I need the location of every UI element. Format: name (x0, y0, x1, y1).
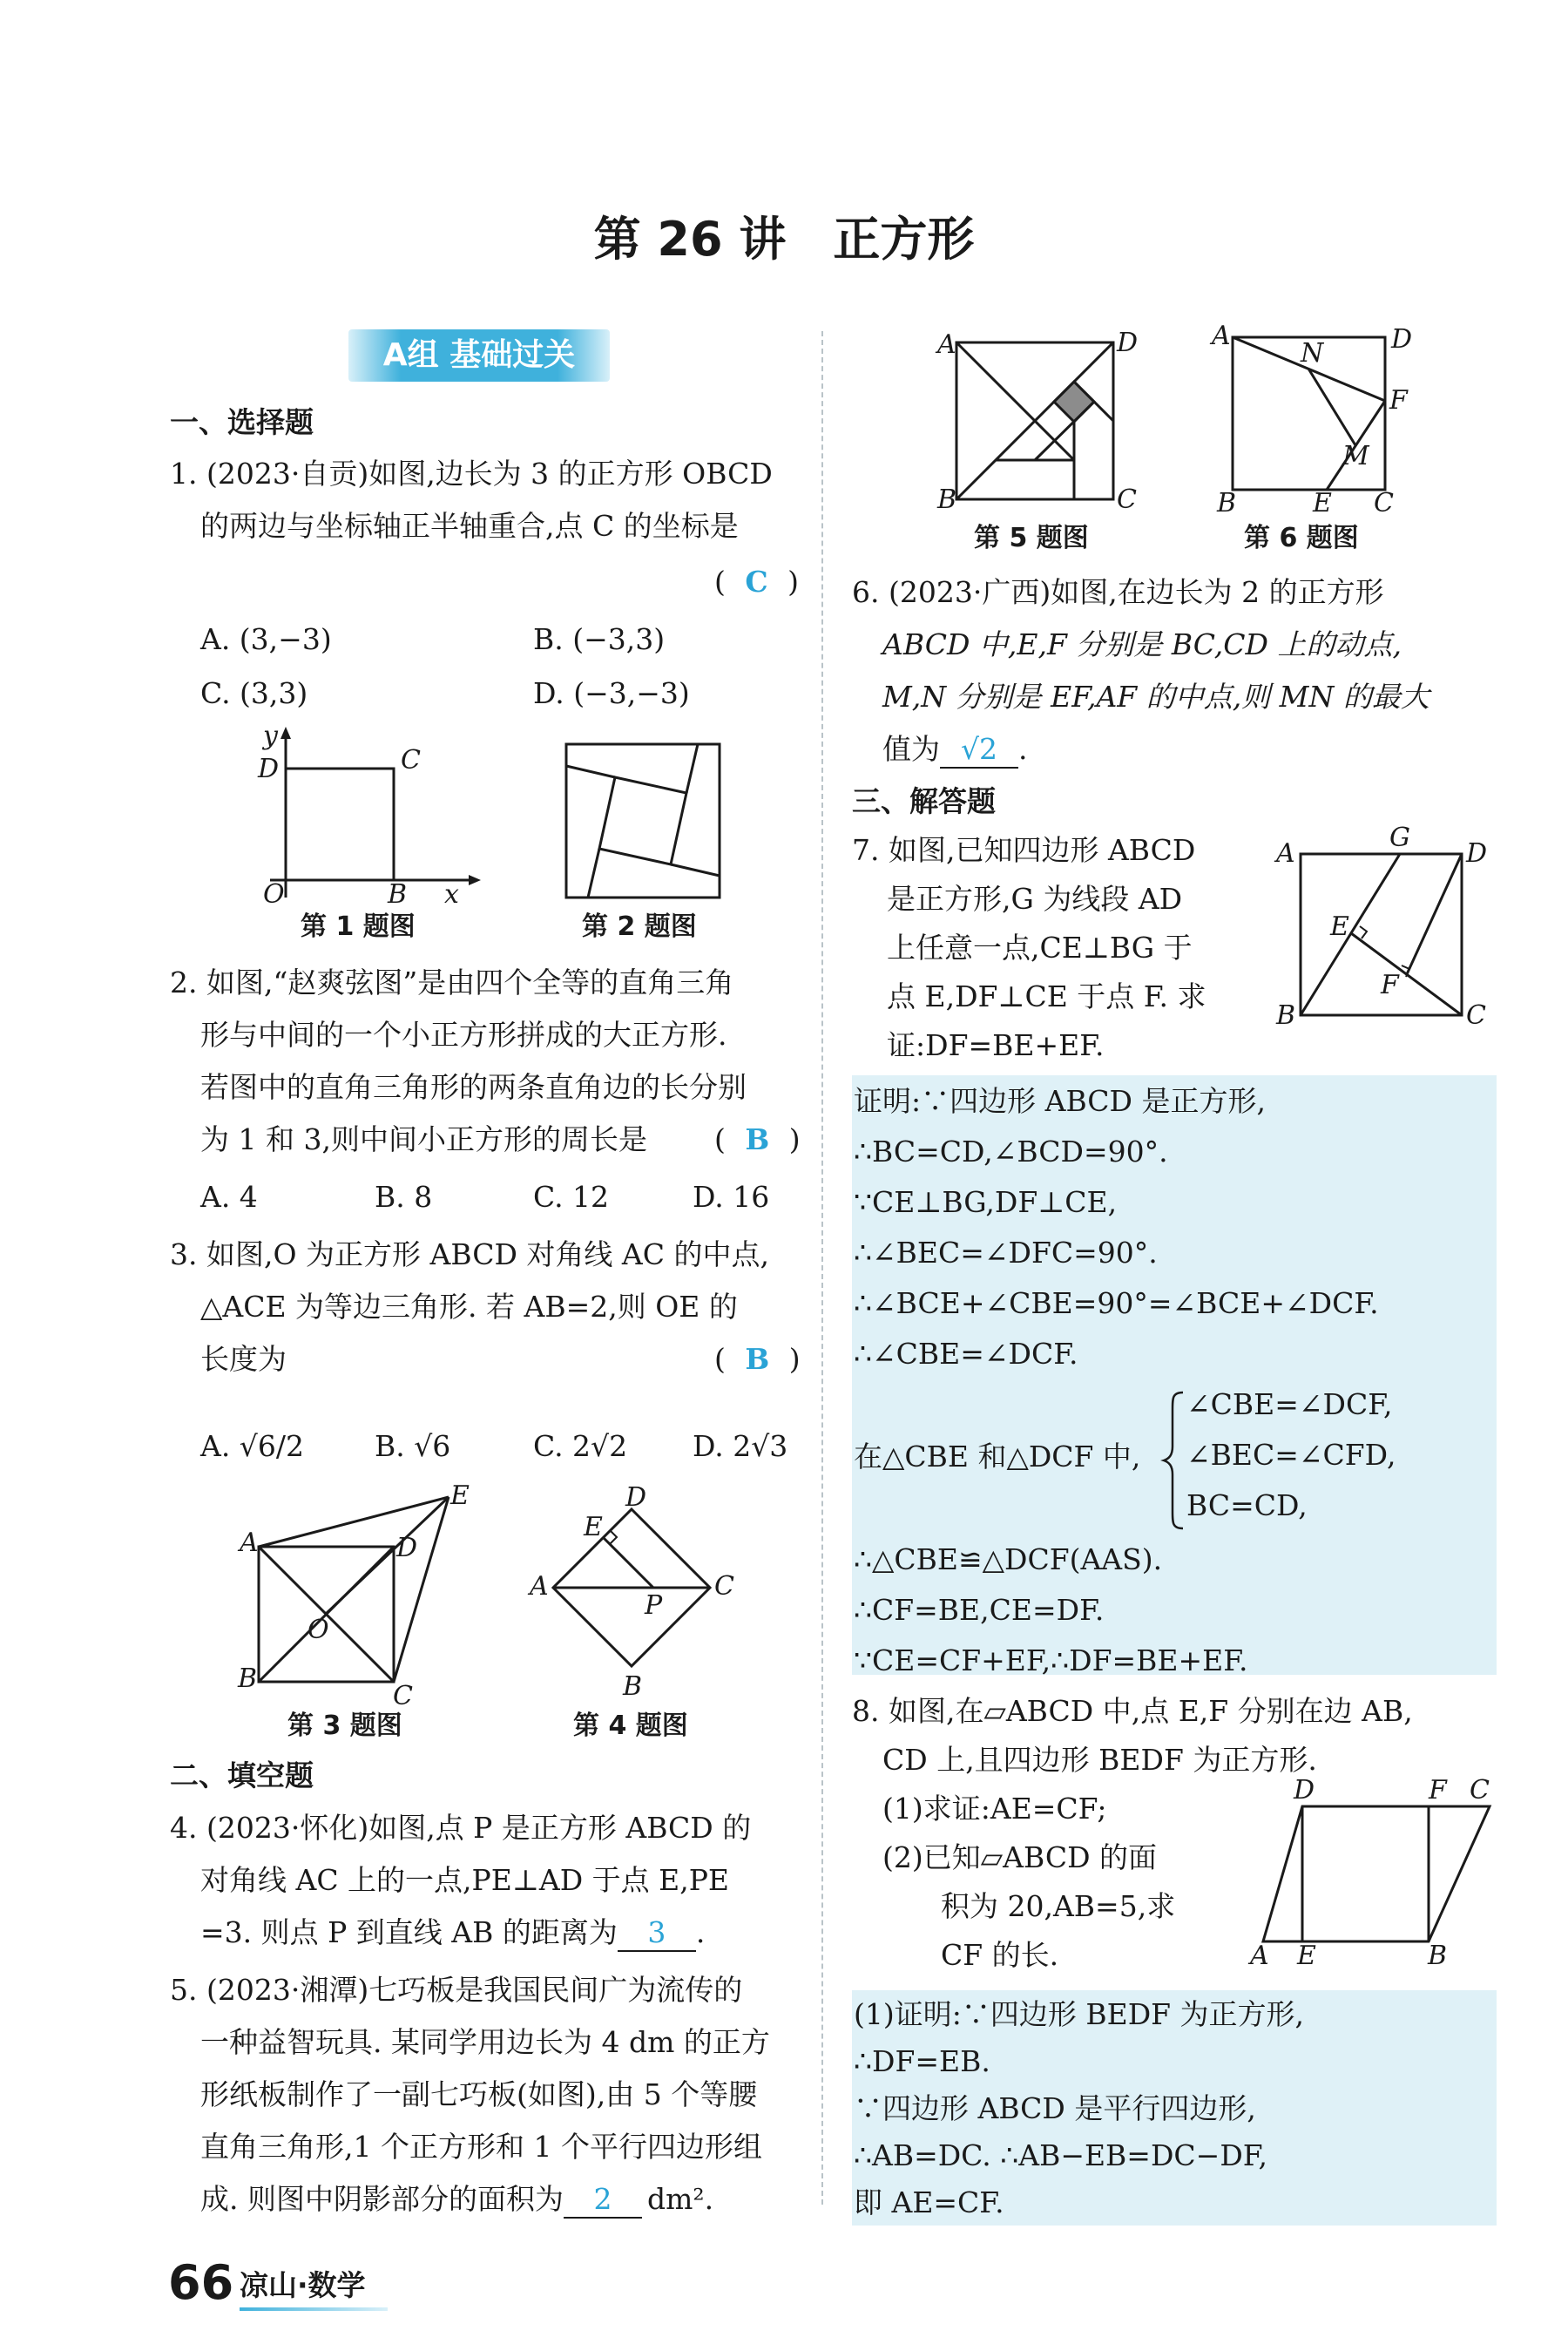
q6-line1: 6. (2023·广西)如图,在边长为 2 的正方形 (852, 575, 1384, 609)
q1-answer: C (745, 565, 768, 599)
q6-line2: ABCD 中,E,F 分别是 BC,CD 上的动点, (882, 627, 1402, 661)
q3-answer: B (745, 1342, 770, 1376)
f1-label-d: D (258, 754, 280, 784)
q4-line3-text: =3. 则点 P 到直线 AB 的距离为 (200, 1915, 618, 1949)
f7-label-e: E (1330, 911, 1349, 942)
f6-label-n: N (1301, 338, 1324, 369)
q1-option-a: A. (3,−3) (200, 622, 332, 656)
f3-label-c: C (393, 1681, 413, 1708)
q2-line2: 形与中间的一个小正方形拼成的大正方形. (200, 1018, 727, 1052)
section-banner-label: A组 基础过关 (382, 337, 576, 373)
q7-system-line2: ∠BEC=∠CFD, (1186, 1438, 1396, 1472)
figure-5 (923, 327, 1150, 514)
q2-option-c: C. 12 (533, 1180, 610, 1214)
q7-line3: 上任意一点,CE⊥BG 于 (887, 931, 1193, 965)
q5-line3: 形纸板制作了一副七巧板(如图),由 5 个等腰 (200, 2077, 758, 2111)
q8-proof-line3: ∵四边形 ABCD 是平行四边形, (854, 2091, 1256, 2125)
f7-label-b: B (1276, 1000, 1296, 1031)
q5-line1: 5. (2023·湘潭)七巧板是我国民间广为流传的 (170, 1973, 743, 2007)
f3-label-a: A (240, 1528, 259, 1558)
figure-6 (1198, 318, 1420, 514)
column-divider (821, 331, 823, 2205)
q1-answer-slot (714, 558, 799, 606)
q5-line5-text: 成. 则图中阴影部分的面积为 (200, 2182, 564, 2216)
f5-label-a: A (937, 329, 956, 360)
q1-line2: 的两边与坐标轴正半轴重合,点 C 的坐标是 (200, 509, 739, 543)
f3-label-o: O (308, 1615, 329, 1645)
q3-option-c: C. 2√2 (533, 1429, 628, 1463)
f5-label-c: C (1117, 484, 1137, 514)
f5-label-d: D (1117, 328, 1139, 358)
q8-line1: 8. 如图,在▱ABCD 中,点 E,F 分别在边 AB, (852, 1694, 1413, 1728)
page-title: 第 26 讲 正方形 (593, 212, 975, 267)
q8-part2-line3: CF 的长. (941, 1938, 1059, 1972)
paren-open: ( (714, 1342, 726, 1376)
q7-proof-line5: ∴∠BCE+∠CBE=90°=∠BCE+∠DCF. (854, 1286, 1379, 1320)
f6-label-m: M (1342, 441, 1369, 471)
f5-shaded-square (1054, 382, 1094, 422)
f1-label-x: x (444, 879, 459, 906)
q6-line4 (882, 725, 1028, 774)
q7-proof-line6: ∴∠CBE=∠DCF. (854, 1337, 1078, 1371)
paren-close: ) (788, 1122, 801, 1156)
q3-answer-slot (714, 1335, 801, 1384)
q3-option-d: D. 2√3 (693, 1429, 788, 1463)
f7-label-d: D (1466, 838, 1488, 869)
paren-open: ( (714, 1122, 726, 1156)
f6-label-f: F (1389, 385, 1408, 416)
figure-1-caption: 第 1 题图 (301, 911, 416, 942)
q2-answer: B (745, 1122, 770, 1156)
q1-option-b: B. (−3,3) (533, 622, 666, 656)
q2-line3: 若图中的直角三角形的两条直角边的长分别 (200, 1070, 747, 1104)
q8-part2-line2: 积为 20,AB=5,求 (941, 1889, 1176, 1923)
heading-fill: 二、填空题 (170, 1758, 314, 1792)
q3-option-a: A. √6/2 (200, 1429, 304, 1463)
q2-option-a: A. 4 (200, 1180, 258, 1214)
q7-line4: 点 E,DF⊥CE 于点 F. 求 (887, 979, 1206, 1013)
figure-6-caption: 第 6 题图 (1244, 523, 1359, 553)
q2-line4: 为 1 和 3,则中间小正方形的周长是 (200, 1122, 647, 1156)
q2-option-d: D. 16 (693, 1180, 770, 1214)
q2-option-b: B. 8 (375, 1180, 433, 1214)
q6-line4-text: 值为 (882, 732, 940, 766)
f4-label-e: E (584, 1512, 603, 1542)
f7-label-c: C (1466, 1000, 1486, 1031)
q7-line5: 证:DF=BE+EF. (887, 1028, 1105, 1062)
f1-label-y: y (263, 723, 278, 751)
q2-answer-slot (714, 1115, 801, 1164)
q7-system-line1: ∠CBE=∠DCF, (1186, 1387, 1393, 1421)
f6-label-b: B (1217, 488, 1237, 514)
figure-8 (1241, 1776, 1503, 1968)
q3-line1: 3. 如图,O 为正方形 ABCD 对角线 AC 的中点, (170, 1237, 769, 1271)
figure-1 (244, 723, 488, 906)
f6-label-a: A (1212, 321, 1231, 351)
q8-line2: CD 上,且四边形 BEDF 为正方形. (882, 1743, 1317, 1777)
figure-4-caption: 第 4 题图 (573, 1711, 688, 1741)
q4-line1: 4. (2023·怀化)如图,点 P 是正方形 ABCD 的 (170, 1811, 752, 1845)
q5-line5 (200, 2175, 713, 2224)
f4-label-p: P (645, 1590, 663, 1621)
book-title: 凉山·数学 (240, 2268, 366, 2302)
q8-proof-line2: ∴DF=EB. (854, 2044, 990, 2078)
q6-line3: M,N 分别是 EF,AF 的中点,则 MN 的最大 (882, 680, 1429, 714)
q7-system-line3: BC=CD, (1186, 1488, 1308, 1522)
f7-label-g: G (1389, 823, 1410, 853)
f3-label-d: D (396, 1533, 418, 1563)
f1-label-o: O (263, 879, 285, 906)
q7-system-prefix: 在△CBE 和△DCF 中, (854, 1440, 1141, 1474)
f7-label-f: F (1381, 970, 1399, 1000)
q7-line1: 7. 如图,已知四边形 ABCD (852, 833, 1196, 867)
paren-close: ) (787, 565, 800, 599)
q6-end: . (1018, 732, 1028, 766)
figure-7 (1267, 823, 1503, 1041)
f4-label-b: B (623, 1671, 643, 1702)
f6-label-c: C (1374, 488, 1394, 514)
f8-label-d: D (1294, 1776, 1315, 1806)
q4-answer: 3 (618, 1915, 696, 1952)
q7-line2: 是正方形,G 为线段 AD (887, 882, 1183, 916)
q8-part2-line1: (2)已知▱ABCD 的面 (882, 1840, 1158, 1874)
q3-line3: 长度为 (200, 1342, 287, 1376)
q8-proof-line5: 即 AE=CF. (854, 2185, 1004, 2219)
q5-line4: 直角三角形,1 个正方形和 1 个平行四边形组 (200, 2130, 762, 2164)
figure-4 (523, 1481, 749, 1708)
f8-label-e: E (1297, 1941, 1316, 1968)
q4-end: . (695, 1915, 706, 1949)
q7-proof-line8: ∴CF=BE,CE=DF. (854, 1593, 1105, 1627)
f6-label-d: D (1391, 324, 1413, 355)
f8-label-a: A (1250, 1941, 1269, 1968)
heading-solve: 三、解答题 (852, 784, 996, 818)
heading-choice: 一、选择题 (170, 405, 314, 439)
q7-proof-line3: ∵CE⊥BG,DF⊥CE, (854, 1185, 1118, 1219)
q1-option-c: C. (3,3) (200, 676, 308, 710)
f4-label-a: A (530, 1571, 549, 1602)
figure-3 (231, 1481, 475, 1708)
q7-proof-line7: ∴△CBE≌△DCF(AAS). (854, 1542, 1163, 1576)
paren-close: ) (788, 1342, 801, 1376)
q7-proof-line1: 证明:∵四边形 ABCD 是正方形, (854, 1084, 1266, 1118)
figure-5-caption: 第 5 题图 (974, 523, 1089, 553)
f3-label-b: B (238, 1663, 258, 1694)
f4-label-d: D (625, 1482, 647, 1513)
paren-open: ( (714, 565, 726, 599)
figure-3-caption: 第 3 题图 (287, 1711, 402, 1741)
q6-answer: √2 (940, 732, 1018, 769)
q7-proof-line2: ∴BC=CD,∠BCD=90°. (854, 1135, 1168, 1169)
q3-option-b: B. √6 (375, 1429, 451, 1463)
q5-answer: 2 (564, 2182, 642, 2219)
q8-part1: (1)求证:AE=CF; (882, 1792, 1107, 1826)
q1-line1: 1. (2023·自贡)如图,边长为 3 的正方形 OBCD (170, 457, 773, 491)
q4-line2: 对角线 AC 上的一点,PE⊥AD 于点 E,PE (200, 1863, 730, 1897)
f8-label-c: C (1470, 1776, 1490, 1806)
f4-label-c: C (714, 1571, 734, 1602)
figure-2-caption: 第 2 题图 (582, 911, 697, 942)
figure-2 (564, 742, 721, 899)
f1-label-c: C (401, 745, 421, 776)
q8-proof-line4: ∴AB=DC. ∴AB−EB=DC−DF, (854, 2138, 1268, 2172)
brace-icon (1160, 1389, 1186, 1532)
q3-line2: △ACE 为等边三角形. 若 AB=2,则 OE 的 (200, 1290, 738, 1324)
f6-label-e: E (1313, 488, 1332, 514)
section-banner (348, 329, 610, 382)
f5-label-b: B (937, 484, 957, 514)
f7-label-a: A (1276, 838, 1295, 869)
q5-unit: dm². (646, 2182, 714, 2216)
f8-label-f: F (1429, 1776, 1447, 1806)
q4-line3 (200, 1908, 705, 1957)
q2-line1: 2. 如图,“赵爽弦图”是由四个全等的直角三角 (170, 965, 734, 999)
q5-line2: 一种益智玩具. 某同学用边长为 4 dm 的正方 (200, 2025, 770, 2059)
f3-label-e: E (450, 1481, 470, 1511)
footer-underline (240, 2307, 388, 2311)
q8-proof-line1: (1)证明:∵四边形 BEDF 为正方形, (854, 1997, 1305, 2031)
f1-label-b: B (388, 879, 408, 906)
q7-proof-line4: ∴∠BEC=∠DFC=90°. (854, 1236, 1158, 1270)
q1-option-d: D. (−3,−3) (533, 676, 690, 710)
f8-label-b: B (1428, 1941, 1448, 1968)
q7-proof-line9: ∵CE=CF+EF,∴DF=BE+EF. (854, 1643, 1248, 1677)
page-number: 66 (168, 2255, 234, 2310)
